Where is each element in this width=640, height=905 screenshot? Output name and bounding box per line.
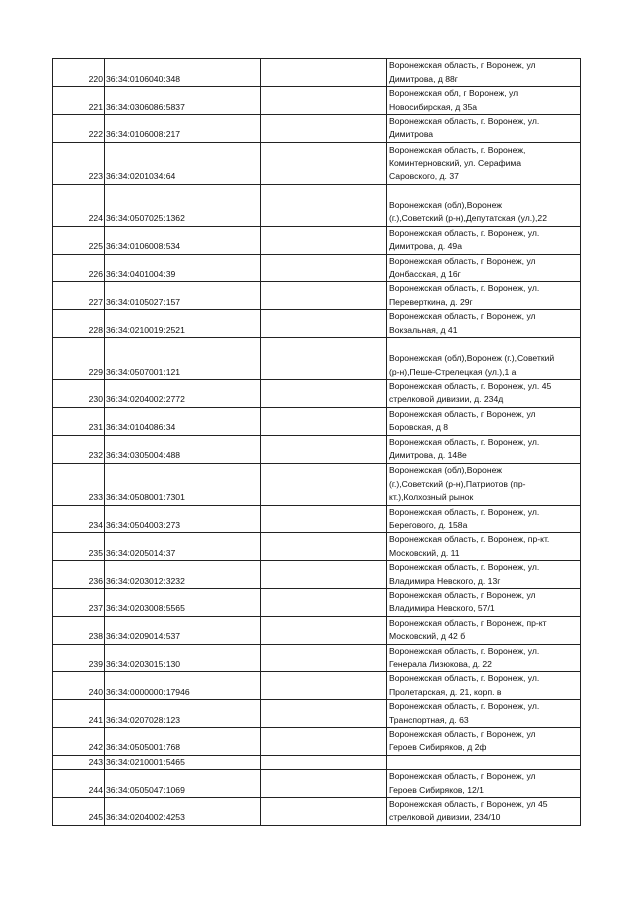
empty-cell xyxy=(261,644,387,672)
row-number: 228 xyxy=(53,310,105,338)
row-number: 235 xyxy=(53,533,105,561)
table-row xyxy=(53,770,581,798)
address: Воронежская (обл),Воронеж (г.),Советкий (р-н),Пеше-Стрелецкая (ул.),1 а xyxy=(387,338,581,380)
cadastral-number: 36:34:0209014:537 xyxy=(105,616,261,644)
empty-cell xyxy=(261,254,387,282)
address: Воронежская область, г. Воронеж, ул. Димитрова, д. 49а xyxy=(387,226,581,254)
address: Воронежская (обл),Воронеж (г.),Советский (р-н),Патриотов (пр- кт.),Колхозный рынок xyxy=(387,463,581,505)
cadastral-number: 36:34:0104086:34 xyxy=(105,407,261,435)
empty-cell xyxy=(261,310,387,338)
cadastral-number: 36:34:0204002:4253 xyxy=(105,798,261,826)
address: Воронежская область, г Воронеж, ул Вокзальная, д 41 xyxy=(387,310,581,338)
address: Воронежская область, г Воронеж, ул Героев Сибиряков, 12/1 xyxy=(387,770,581,798)
address: Воронежская область, г. Воронеж, Коминтерновский, ул. Серафима Саровского, д. 37 xyxy=(387,142,581,184)
address: Воронежская (обл),Воронеж (г.),Советский (р-н),Депутатская (ул.),22 xyxy=(387,184,581,226)
row-number: 220 xyxy=(53,59,105,87)
row-number: 230 xyxy=(53,380,105,408)
row-number: 244 xyxy=(53,770,105,798)
cadastral-number: 36:34:0201034:64 xyxy=(105,142,261,184)
address: Воронежская область, г Воронеж, ул Владимира Невского, 57/1 xyxy=(387,588,581,616)
row-number: 227 xyxy=(53,282,105,310)
address xyxy=(387,755,581,769)
row-number: 231 xyxy=(53,407,105,435)
address: Воронежская область, г Воронеж, ул 45 стрелковой дивизии, 234/10 xyxy=(387,798,581,826)
empty-cell xyxy=(261,533,387,561)
table-row xyxy=(53,561,581,589)
row-number: 239 xyxy=(53,644,105,672)
cadastral-number: 36:34:0505001:768 xyxy=(105,728,261,756)
row-number: 237 xyxy=(53,588,105,616)
empty-cell xyxy=(261,380,387,408)
row-number: 225 xyxy=(53,226,105,254)
address: Воронежская область, г Воронеж, пр-кт Московский, д 42 б xyxy=(387,616,581,644)
empty-cell xyxy=(261,700,387,728)
empty-cell xyxy=(261,59,387,87)
row-number: 224 xyxy=(53,184,105,226)
address: Воронежская область, г. Воронеж, ул. Пролетарская, д. 21, корп. в xyxy=(387,672,581,700)
cadastral-number: 36:34:0401004:39 xyxy=(105,254,261,282)
table-row xyxy=(53,226,581,254)
empty-cell xyxy=(261,798,387,826)
empty-cell xyxy=(261,755,387,769)
table-row xyxy=(53,254,581,282)
empty-cell xyxy=(261,184,387,226)
address: Воронежская область, г. Воронеж, ул. Димитрова xyxy=(387,115,581,143)
empty-cell xyxy=(261,115,387,143)
row-number: 243 xyxy=(53,755,105,769)
address: Воронежская область, г. Воронеж, ул. Димитрова, д. 148е xyxy=(387,435,581,463)
table-row xyxy=(53,380,581,408)
address: Воронежская область, г Воронеж, ул Боровская, д 8 xyxy=(387,407,581,435)
cadastral-number: 36:34:0504003:273 xyxy=(105,505,261,533)
cadastral-number: 36:34:0105027:157 xyxy=(105,282,261,310)
property-table xyxy=(52,58,581,826)
row-number: 222 xyxy=(53,115,105,143)
row-number: 241 xyxy=(53,700,105,728)
table-row xyxy=(53,338,581,380)
address: Воронежская область, г. Воронеж, ул. Владимира Невского, д. 13г xyxy=(387,561,581,589)
table-row xyxy=(53,728,581,756)
address: Воронежская область, г. Воронеж, ул. Берегового, д. 158а xyxy=(387,505,581,533)
table-row xyxy=(53,616,581,644)
table-row xyxy=(53,87,581,115)
table-row xyxy=(53,755,581,769)
empty-cell xyxy=(261,338,387,380)
address: Воронежская область, г Воронеж, ул Донбасская, д 16г xyxy=(387,254,581,282)
empty-cell xyxy=(261,282,387,310)
row-number: 226 xyxy=(53,254,105,282)
table-row xyxy=(53,59,581,87)
cadastral-number: 36:34:0205014:37 xyxy=(105,533,261,561)
empty-cell xyxy=(261,142,387,184)
empty-cell xyxy=(261,588,387,616)
table-row xyxy=(53,798,581,826)
cadastral-number: 36:34:0505047:1069 xyxy=(105,770,261,798)
cadastral-number: 36:34:0207028:123 xyxy=(105,700,261,728)
row-number: 234 xyxy=(53,505,105,533)
table-row xyxy=(53,142,581,184)
table-row xyxy=(53,435,581,463)
document-page xyxy=(52,58,580,826)
address: Воронежская область, г Воронеж, ул Димитрова, д 88г xyxy=(387,59,581,87)
cadastral-number: 36:34:0000000:17946 xyxy=(105,672,261,700)
table-row xyxy=(53,184,581,226)
empty-cell xyxy=(261,226,387,254)
address: Воронежская область, г. Воронеж, ул. Переверткина, д. 29г xyxy=(387,282,581,310)
table-row xyxy=(53,282,581,310)
cadastral-number: 36:34:0210001:5465 xyxy=(105,755,261,769)
address: Воронежская область, г. Воронеж, пр-кт. Московский, д. 11 xyxy=(387,533,581,561)
row-number: 242 xyxy=(53,728,105,756)
cadastral-number: 36:34:0305004:488 xyxy=(105,435,261,463)
empty-cell xyxy=(261,672,387,700)
empty-cell xyxy=(261,87,387,115)
table-row xyxy=(53,115,581,143)
table-row xyxy=(53,700,581,728)
cadastral-number: 36:34:0106008:217 xyxy=(105,115,261,143)
table-row xyxy=(53,407,581,435)
row-number: 236 xyxy=(53,561,105,589)
row-number: 238 xyxy=(53,616,105,644)
cadastral-number: 36:34:0507025:1362 xyxy=(105,184,261,226)
cadastral-number: 36:34:0106040:348 xyxy=(105,59,261,87)
empty-cell xyxy=(261,435,387,463)
address: Воронежская обл, г Воронеж, ул Новосибирская, д 35а xyxy=(387,87,581,115)
table-row xyxy=(53,672,581,700)
table-row xyxy=(53,644,581,672)
cadastral-number: 36:34:0508001:7301 xyxy=(105,463,261,505)
address: Воронежская область, г. Воронеж, ул. Генерала Лизюкова, д. 22 xyxy=(387,644,581,672)
table-row xyxy=(53,505,581,533)
empty-cell xyxy=(261,561,387,589)
empty-cell xyxy=(261,505,387,533)
empty-cell xyxy=(261,616,387,644)
empty-cell xyxy=(261,770,387,798)
row-number: 232 xyxy=(53,435,105,463)
empty-cell xyxy=(261,407,387,435)
empty-cell xyxy=(261,728,387,756)
table-row xyxy=(53,463,581,505)
cadastral-number: 36:34:0203012:3232 xyxy=(105,561,261,589)
table-row xyxy=(53,533,581,561)
table-row xyxy=(53,588,581,616)
table-body xyxy=(53,59,581,826)
cadastral-number: 36:34:0204002:2772 xyxy=(105,380,261,408)
address: Воронежская область, г. Воронеж, ул. 45 стрелковой дивизии, д. 234д xyxy=(387,380,581,408)
address: Воронежская область, г. Воронеж, ул. Транспортная, д. 63 xyxy=(387,700,581,728)
row-number: 229 xyxy=(53,338,105,380)
cadastral-number: 36:34:0203008:5565 xyxy=(105,588,261,616)
row-number: 240 xyxy=(53,672,105,700)
cadastral-number: 36:34:0106008:534 xyxy=(105,226,261,254)
row-number: 223 xyxy=(53,142,105,184)
row-number: 245 xyxy=(53,798,105,826)
row-number: 221 xyxy=(53,87,105,115)
row-number: 233 xyxy=(53,463,105,505)
table-row xyxy=(53,310,581,338)
cadastral-number: 36:34:0306086:5837 xyxy=(105,87,261,115)
empty-cell xyxy=(261,463,387,505)
cadastral-number: 36:34:0203015:130 xyxy=(105,644,261,672)
cadastral-number: 36:34:0507001:121 xyxy=(105,338,261,380)
cadastral-number: 36:34:0210019:2521 xyxy=(105,310,261,338)
address: Воронежская область, г Воронеж, ул Героев Сибиряков, д 2ф xyxy=(387,728,581,756)
